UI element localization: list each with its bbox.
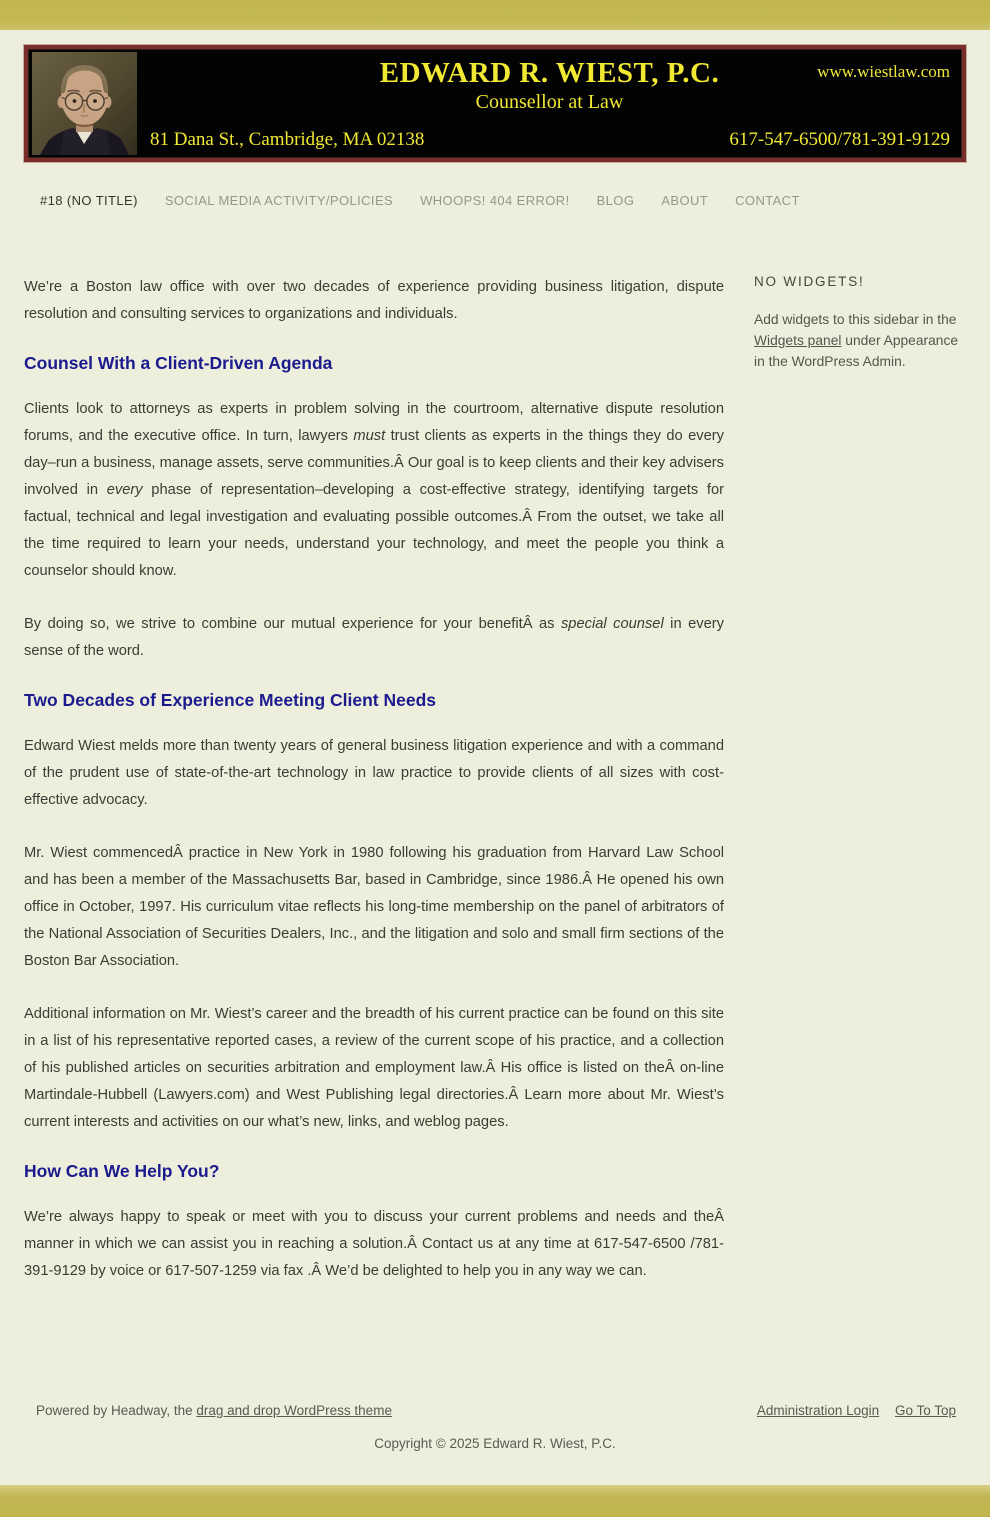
main-content bbox=[24, 274, 724, 1311]
nav-link-0[interactable]: #18 (NO TITLE) bbox=[40, 193, 138, 208]
footer-row bbox=[24, 1403, 966, 1418]
site-footer bbox=[24, 1403, 966, 1451]
nav-link-1[interactable]: SOCIAL MEDIA ACTIVITY/POLICIES bbox=[164, 193, 394, 208]
content-columns bbox=[24, 274, 966, 1311]
site-banner bbox=[24, 45, 966, 162]
nav-item bbox=[165, 192, 393, 210]
attorney-portrait-photo bbox=[32, 52, 137, 155]
widgets-panel-link[interactable]: Widgets panel bbox=[754, 333, 842, 348]
nav-list bbox=[40, 192, 966, 210]
top-accent-bar bbox=[0, 0, 990, 30]
sidebar-text: Add widgets to this sidebar in the Widgets panel under Appearance in the WordPress Admin. bbox=[754, 312, 959, 369]
content-paragraph: We’re a Boston law office with over two decades of experience providing business litigation, dispute resolution and consulting services to organizations and individuals. bbox=[24, 279, 724, 322]
powered-by-text: Powered by Headway, the bbox=[36, 1403, 197, 1418]
nav-link-3[interactable]: BLOG bbox=[596, 193, 635, 208]
main-nav bbox=[40, 192, 966, 210]
phone-numbers: 617-547-6500/781-391-9129 bbox=[729, 129, 950, 150]
office-address: 81 Dana St., Cambridge, MA 02138 bbox=[150, 129, 425, 150]
nav-link-5[interactable]: CONTACT bbox=[735, 193, 800, 208]
sidebar bbox=[754, 274, 966, 1311]
nav-item bbox=[661, 192, 708, 210]
site-title: EDWARD R. WIEST, P.C. bbox=[379, 57, 720, 89]
content-heading: Two Decades of Experience Meeting Client Needs bbox=[24, 690, 437, 710]
theme-link[interactable]: drag and drop WordPress theme bbox=[196, 1403, 392, 1418]
nav-link-4[interactable]: ABOUT bbox=[661, 193, 709, 208]
footer-links bbox=[745, 1403, 956, 1418]
nav-item bbox=[597, 192, 635, 210]
copyright-text: Copyright © 2025 Edward R. Wiest, P.C. bbox=[374, 1436, 616, 1451]
content-paragraph: We’re always happy to speak or meet with you to discuss your current problems and needs and theÂ manner in which we can assist you in reaching a solution.Â Contact us at any time at 617-547-6500 /781-391-9129 by voice or 617-507-1259 via fax .Â We’d be delighted to help you in any way we can. bbox=[24, 1209, 724, 1279]
go-to-top-link[interactable]: Go To Top bbox=[894, 1403, 956, 1418]
nav-link-2[interactable]: WHOOPS! 404 ERROR! bbox=[420, 193, 570, 208]
sidebar-heading: NO WIDGETS! bbox=[754, 274, 865, 289]
administration-login-link[interactable]: Administration Login bbox=[756, 1403, 880, 1418]
nav-item bbox=[420, 192, 570, 210]
page-container bbox=[24, 45, 966, 1451]
content-paragraph: By doing so, we strive to combine our mutual experience for your benefitÂ as special counsel in every sense of the word. bbox=[24, 616, 724, 659]
content-paragraph: Clients look to attorneys as experts in problem solving in the courtroom, alternative dispute resolution forums, and the executive office. In turn, lawyers must trust clients as experts in the things they do every day–run a business, manage assets, serve communities.Â Our goal is to keep clients and their key advisers involved in every phase of representation–developing a cost-effective strategy, identifying targets for factual, technical and legal investigation and evaluating possible outcomes.Â From the outset, we take all the time required to learn your needs, understand your technology, and meet the people you think a counselor should know. bbox=[24, 401, 725, 579]
nav-item bbox=[40, 192, 138, 210]
content-heading: Counsel With a Client-Driven Agenda bbox=[24, 353, 333, 373]
content-paragraph: Additional information on Mr. Wiest’s career and the breadth of his current practice can be found on this site in a list of his representative reported cases, a review of the current scope of his practice, and a collection of his published articles on securities arbitration and employment law.Â His office is listed on theÂ on-line Martindale-Hubbell (Lawyers.com) and West Publishing legal directories.Â Learn more about Mr. Wiest’s current interests and activities on our what’s new, links, and weblog pages. bbox=[24, 1006, 724, 1130]
bottom-accent-bar bbox=[0, 1485, 990, 1517]
footer-credits bbox=[36, 1403, 392, 1418]
content-paragraph: Mr. Wiest commencedÂ practice in New York in 1980 following his graduation from Harvard Law School and has been a member of the Massachusetts Bar, based in Cambridge, since 1986.Â He opened his own office in October, 1997. His curriculum vitae reflects his long-time membership on the panel of arbitrators of the National Association of Securities Dealers, Inc., and the litigation and solo and small firm sections of the Boston Bar Association. bbox=[24, 845, 724, 969]
content-paragraph: Edward Wiest melds more than twenty years of general business litigation experience and with a command of the prudent use of state-of-the-art technology in law practice to provide clients of all sizes with cost-effective advocacy. bbox=[24, 738, 724, 808]
site-subtitle: Counsellor at Law bbox=[475, 91, 624, 113]
content-heading: How Can We Help You? bbox=[24, 1161, 220, 1181]
website-url-text: www.wiestlaw.com bbox=[817, 62, 950, 81]
nav-item bbox=[735, 192, 800, 210]
banner-contact-row bbox=[150, 129, 950, 151]
